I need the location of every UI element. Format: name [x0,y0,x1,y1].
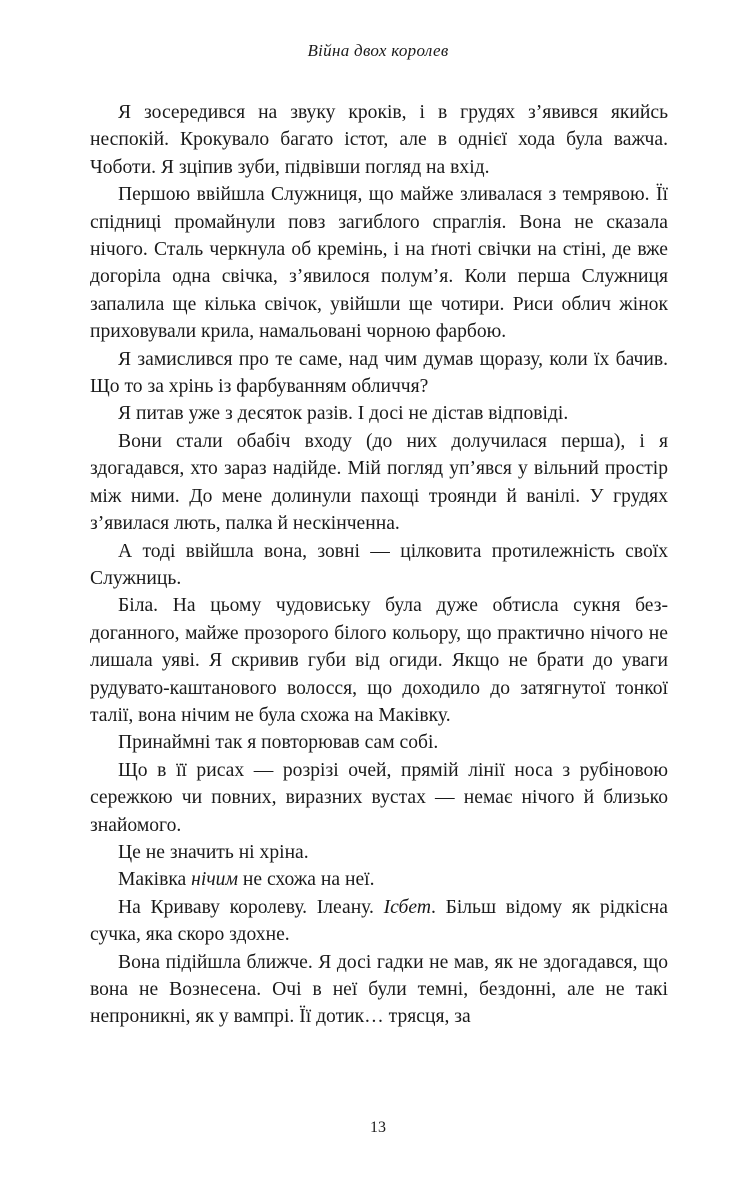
paragraph [90,949,668,1031]
emphasis-text: Ісбет [383,896,431,918]
paragraph [90,866,668,893]
paragraph [90,346,668,401]
text-run: На Криваву королеву. Ілеану. [118,896,384,918]
paragraph [90,428,668,538]
text-run: Це не значить ні хріна. [118,841,309,863]
text-run: Я замислився про те саме, над чим думав щоразу, коли їх бачив. Що то за хрінь із фарбуванням обличчя? [90,348,668,398]
text-run: А тоді ввійшла вона, зовні — цілковита протилежність своїх Служниць. [90,540,668,589]
text-run: не схожа на неї. [237,869,375,891]
text-run: Біла. На цьому чудовиську була дуже обтисла сукня бездоганного, майже прозорого білого кольору, що практично нічого не лишала уяві. Я скривив губи від огиди. Якщо не брати до уваги рудувато-каштанового волосся, що доходило до затягнутої тонкої талії, вона нічим не була схожа на Маківку. [90,595,668,726]
paragraph [90,757,668,839]
paragraph [90,839,668,866]
text-run: Принаймні так я повторював сам собі. [118,732,439,754]
text-run: Маківка [118,869,192,891]
emphasis-text: нічим [191,869,238,891]
paragraph [90,538,668,593]
page-number: 13 [370,1119,386,1136]
paragraph [90,592,668,729]
running-head: Війна двох королев [307,41,449,60]
text-run: Що в її рисах — розрізі очей, прямій лінії носа з рубіновою сережкою чи повних, виразних вустах — немає нічого й близько знайомого. [90,759,668,836]
text-run: Вони стали обабіч входу (до них долучилася перша), і я здогадався, хто зараз надійде. Мій погляд уп’явся у вільний простір між ними. До мене долинули пахощі троянди й ванілі. У грудях з’явилася лють, палка й нескінченна. [90,430,668,535]
text-run: . Більш відому як рідкісна сучка, яка скоро здохне. [90,896,668,946]
paragraph [90,729,668,756]
text-run: Першою ввійшла Служниця, що майже зливалася з темрявою. Її спідниці промайнули повз загиблого спраглія. Вона не сказала нічого. Сталь черкнула об кремінь, і на ґноті свічки на стіні, де вже догоріла одна свічка, з’явилося полум’я. Коли перша Служниця запалила ще кілька свічок, увійшли ще чотири. Риси облич жінок приховували крила, намальовані чорною фарбою. [90,184,668,343]
text-run: Я питав уже з десяток разів. І досі не дістав відповіді. [118,403,569,425]
text-run: Я зосередився на звуку кроків, і в грудях з’явився якийсь неспокій. Крокувало багато істот, але в однієї хода була важча. Чоботи. Я зціпив зуби, підвівши погляд на вхід. [90,102,668,178]
paragraph [90,99,668,181]
paragraph [90,894,668,949]
text-run: Вона підійшла ближче. Я досі гадки не мав, як не здогадався, що вона не Вознесена. Очі в неї були темні, бездонні, але не такі непроникні, як у вампрі. Її дотик… трясця, за [90,951,668,1028]
paragraph [90,400,668,427]
paragraph [90,181,668,345]
body-text [90,99,668,1031]
